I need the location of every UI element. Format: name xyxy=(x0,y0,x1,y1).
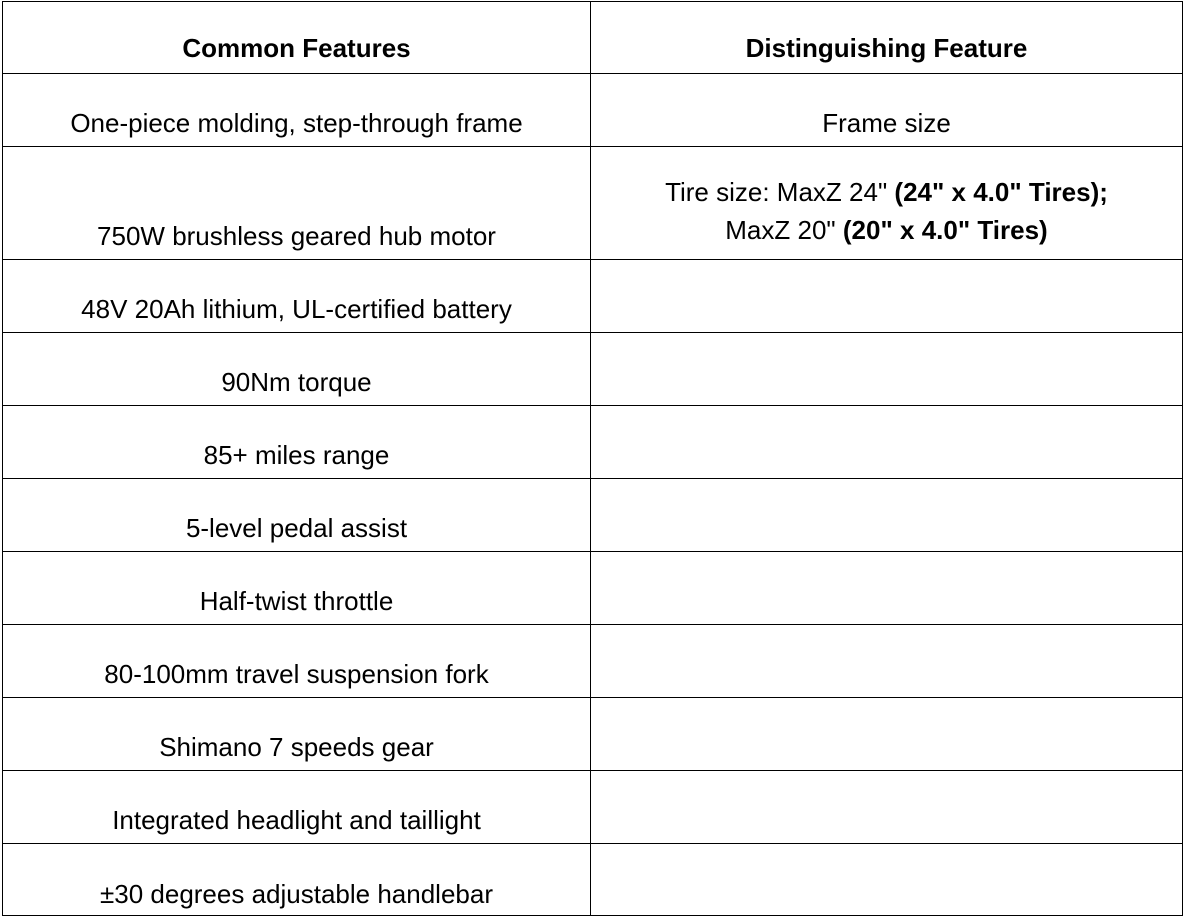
common-feature-cell: Shimano 7 speeds gear xyxy=(3,698,591,771)
distinguishing-feature-cell xyxy=(591,844,1183,916)
features-table xyxy=(2,1,1183,916)
distinguishing-feature-cell xyxy=(591,698,1183,771)
common-feature-cell: 90Nm torque xyxy=(3,333,591,406)
common-feature-cell: 85+ miles range xyxy=(3,406,591,479)
header-distinguishing-feature: Distinguishing Feature xyxy=(591,2,1183,74)
distinguishing-feature-cell xyxy=(591,552,1183,625)
common-feature-cell: 48V 20Ah lithium, UL-certified battery xyxy=(3,260,591,333)
common-feature-cell: One-piece molding, step-through frame xyxy=(3,74,591,147)
table-row xyxy=(3,479,1183,552)
common-feature-cell: ±30 degrees adjustable handlebar xyxy=(3,844,591,916)
distinguishing-feature-cell xyxy=(591,479,1183,552)
table-row xyxy=(3,698,1183,771)
common-feature-cell: 5-level pedal assist xyxy=(3,479,591,552)
distinguishing-feature-cell xyxy=(591,260,1183,333)
distinguishing-feature-cell xyxy=(591,333,1183,406)
common-feature-cell: 750W brushless geared hub motor xyxy=(3,147,591,260)
table-row xyxy=(3,844,1183,916)
distinguishing-feature-cell xyxy=(591,625,1183,698)
common-feature-cell: Half-twist throttle xyxy=(3,552,591,625)
distinguishing-feature-cell: Frame size xyxy=(591,74,1183,147)
table-row xyxy=(3,406,1183,479)
tire-size-line1-bold: (24" x 4.0" Tires); xyxy=(894,177,1108,207)
distinguishing-feature-cell xyxy=(591,406,1183,479)
common-feature-cell: Integrated headlight and taillight xyxy=(3,771,591,844)
tire-size-line1-plain: Tire size: MaxZ 24" xyxy=(665,177,895,207)
tire-size-line2-plain: MaxZ 20" xyxy=(725,215,843,245)
table-header-row xyxy=(3,2,1183,74)
table-row xyxy=(3,147,1183,260)
table-row xyxy=(3,74,1183,147)
common-feature-cell: 80-100mm travel suspension fork xyxy=(3,625,591,698)
table-row xyxy=(3,625,1183,698)
table-row xyxy=(3,260,1183,333)
tire-size-line2-bold: (20" x 4.0" Tires) xyxy=(842,215,1048,245)
table-row xyxy=(3,771,1183,844)
table-row xyxy=(3,552,1183,625)
distinguishing-feature-cell xyxy=(591,771,1183,844)
distinguishing-feature-cell xyxy=(591,147,1183,260)
table-row xyxy=(3,333,1183,406)
header-common-features: Common Features xyxy=(3,2,591,74)
